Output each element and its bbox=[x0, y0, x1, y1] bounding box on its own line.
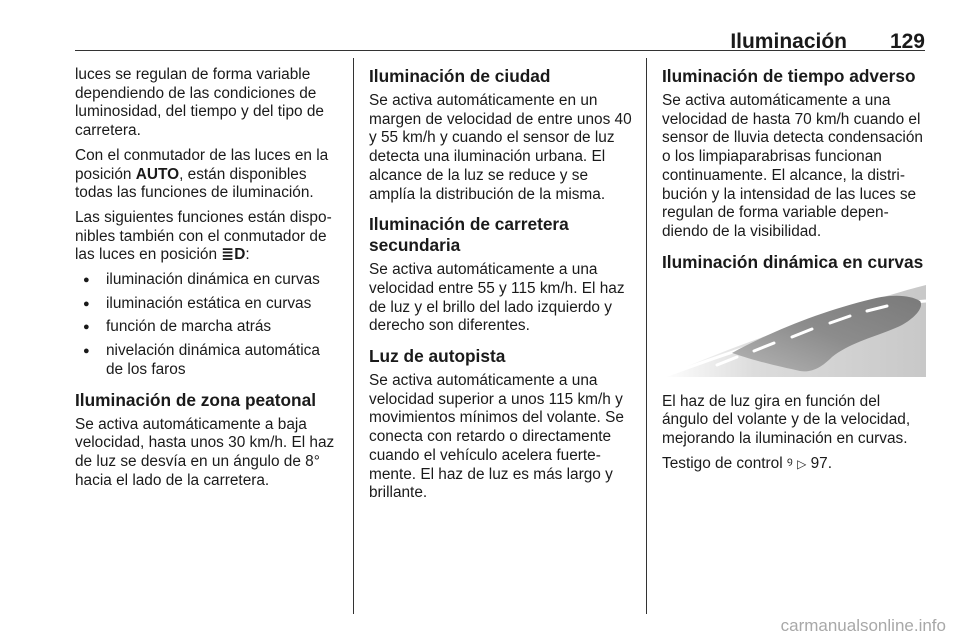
page-ref-number: 97. bbox=[806, 454, 832, 472]
headlight-symbol-icon: ≣D bbox=[221, 246, 246, 264]
text-run: Con el conmutador de las luces en la posición bbox=[75, 146, 329, 183]
function-list bbox=[75, 271, 339, 380]
curve-lighting-svg bbox=[662, 281, 926, 377]
column-divider-left bbox=[353, 58, 354, 614]
paragraph-secundaria: Se activa automáticamente a una velocidad entre 55 y 115 km/h. El haz de luz y el brillo del lado izquierdo y derecho son diferentes. bbox=[369, 261, 625, 335]
heading-secundaria: Iluminación de carretera secundaria bbox=[369, 214, 569, 256]
heading-peatonal: Iluminación de zona peatonal bbox=[75, 389, 317, 410]
heading-ciudad: Iluminación de ciudad bbox=[369, 66, 551, 86]
page-ref-arrow-icon: ▷ bbox=[797, 456, 807, 471]
column-2 bbox=[369, 66, 633, 509]
list-item: ● iluminación estática en curvas bbox=[75, 295, 339, 314]
text-run: : bbox=[245, 246, 250, 264]
text-run: Testigo de control bbox=[662, 454, 787, 472]
paragraph-adverso: Se activa automáticamente a una velocidad de hasta 70 km/h cuando el sensor de lluvia detecta condensación o los limpiaparabrisas funcionan continuamente. El alcance, la distribución y la intensidad de las luces se regulan de forma variable dependiendo de la visibilidad. bbox=[662, 92, 923, 240]
paragraph-functions bbox=[75, 209, 339, 265]
text-run: Las siguientes funciones están disponibles también con el conmutador de las luces en posición bbox=[75, 208, 332, 264]
paragraph-autopista: Se activa automáticamente a una velocidad superior a unos 115 km/h y movimientos mínimos del volante. Se conecta con retardo o directamente cuando el vehículo acelera fuertemente. El haz de luz es más largo y brillante. bbox=[369, 372, 624, 502]
page-number: 129 bbox=[889, 30, 925, 53]
watermark-text: carmanualsonline.info bbox=[780, 616, 946, 635]
auto-label: AUTO bbox=[135, 165, 180, 183]
column-3 bbox=[662, 66, 926, 479]
heading-curvas: Iluminación dinámica en curvas bbox=[662, 251, 924, 272]
list-item: ● función de marcha atrás bbox=[75, 318, 339, 337]
paragraph-testigo bbox=[662, 455, 926, 474]
paragraph-intro: luces se regulan de forma variable dependiendo de las condiciones de luminosidad, del tiempo y del tipo de carretera. bbox=[75, 66, 324, 140]
text-run: , están disponibles todas las funciones de iluminación. bbox=[75, 165, 314, 202]
curve-lighting-illustration bbox=[662, 281, 926, 377]
page-header bbox=[75, 30, 925, 52]
heading-autopista: Luz de autopista bbox=[369, 346, 506, 367]
control-light-icon: ꝰ bbox=[786, 454, 793, 472]
list-item: ● nivelación dinámica automática de los faros bbox=[75, 342, 339, 379]
column-1 bbox=[75, 66, 339, 496]
page-title: Iluminación bbox=[730, 30, 847, 53]
heading-adverso: Iluminación de tiempo adverso bbox=[662, 66, 916, 86]
paragraph-peatonal: Se activa automáticamente a baja velocidad, hasta unos 30 km/h. El haz de luz se desvía en un ángulo de 8° hacia el lado de la carretera. bbox=[75, 415, 335, 489]
paragraph-curvas: El haz de luz gira en función del ángulo del volante y de la velocidad, mejorando la iluminación en curvas. bbox=[662, 392, 911, 448]
paragraph-ciudad: Se activa automáticamente en un margen de velocidad de entre unos 40 y 55 km/h y cuando el sensor de luz detecta una iluminación urbana. El alcance de la luz se reduce y se amplía la distribución de la misma. bbox=[369, 92, 632, 203]
header-rule bbox=[75, 50, 925, 51]
list-item: ● iluminación dinámica en curvas bbox=[75, 271, 339, 290]
column-divider-right bbox=[646, 58, 647, 614]
paragraph-auto bbox=[75, 147, 339, 203]
